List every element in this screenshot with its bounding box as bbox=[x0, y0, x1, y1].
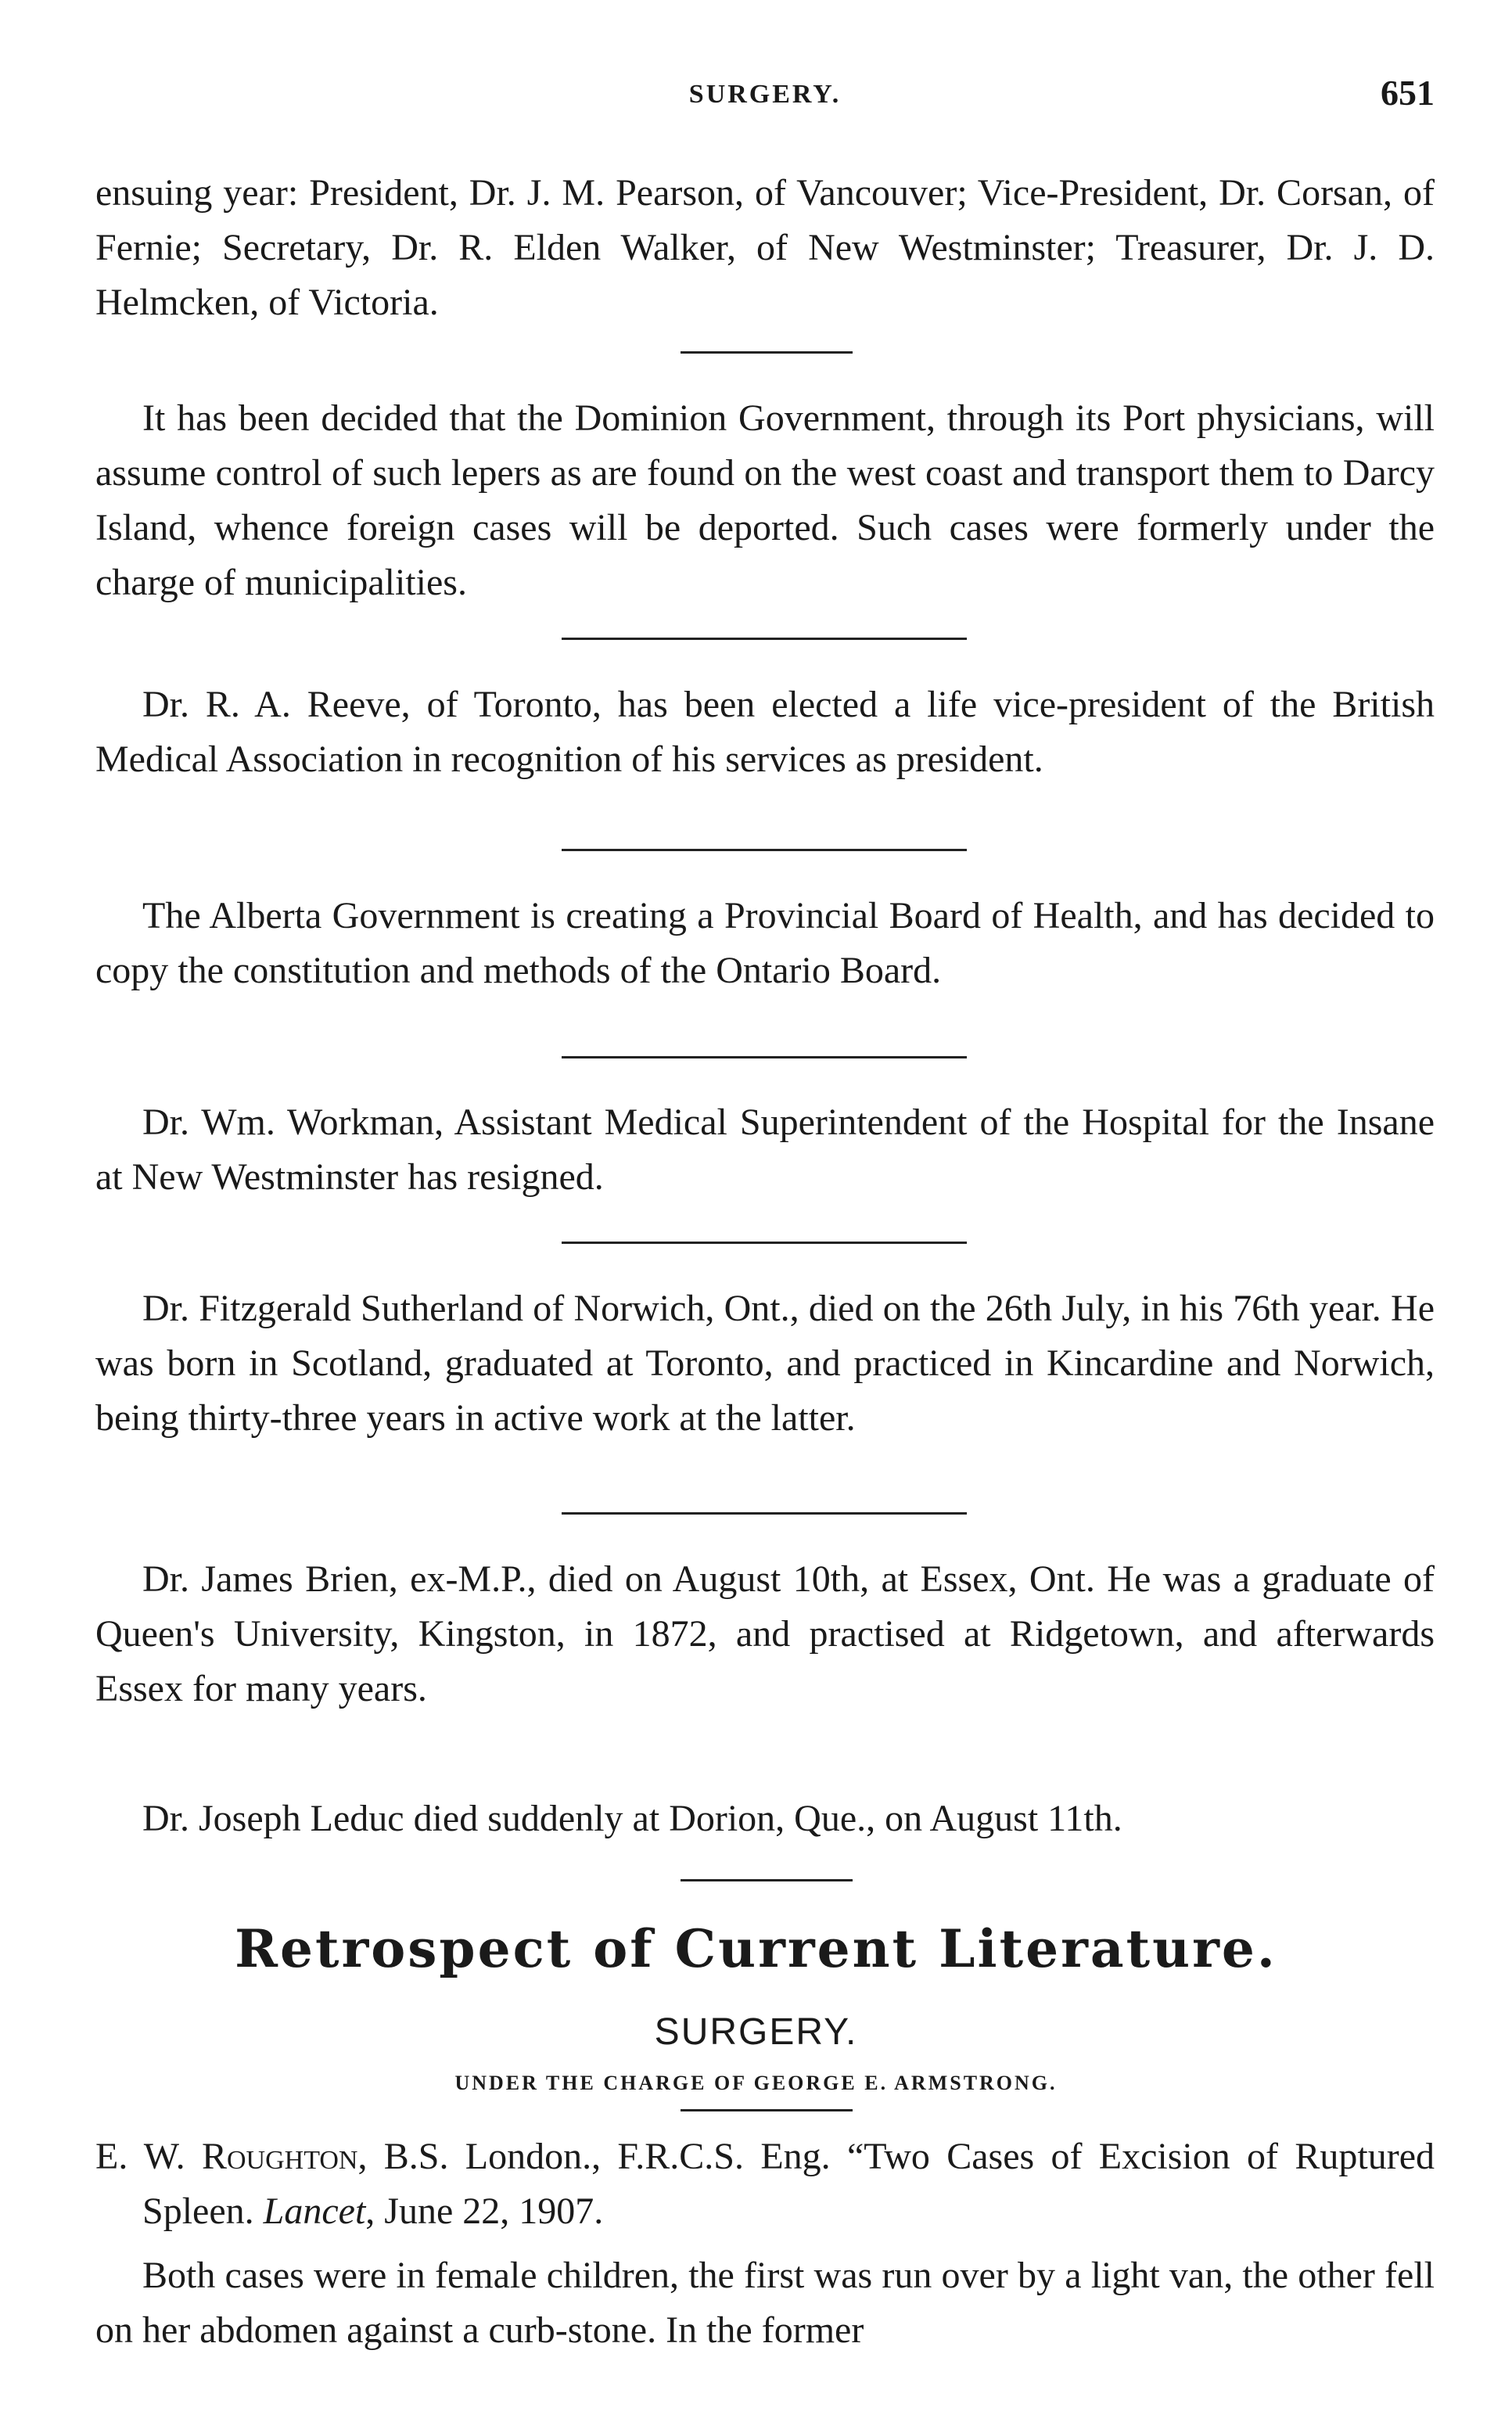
separator-rule bbox=[681, 1879, 853, 1881]
separator-rule bbox=[681, 351, 853, 354]
paragraph-reeve: Dr. R. A. Reeve, of Toronto, has been elected a life vice-president of the British Medical Association in recognition of his services as president. bbox=[95, 684, 1435, 780]
paragraph-alberta: The Alberta Government is creating a Provincial Board of Health, and has decided to copy the constitution and methods of the Ontario Board. bbox=[95, 895, 1435, 991]
paragraph-leduc: Dr. Joseph Leduc died suddenly at Dorion, Que., on August 11th. bbox=[142, 1798, 1122, 1839]
section-editor: UNDER THE CHARGE OF GEORGE E. ARMSTRONG. bbox=[454, 2072, 1058, 2094]
citation-author-initials: E. W. bbox=[95, 2136, 202, 2177]
separator-rule bbox=[562, 1512, 967, 1515]
citation-date: , June 22, 1907. bbox=[365, 2190, 604, 2232]
abstract-text: Both cases were in female children, the first was run over by a light van, the other fell on her abdomen against a curb-stone. In the former bbox=[95, 2255, 1435, 2351]
separator-rule bbox=[681, 2109, 853, 2111]
paragraph-lepers: It has been decided that the Dominion Government, through its Port physicians, will assume control of such lepers as are found on the west coast and transport them to Darcy Island, whence foreign cases will be deported. Such cases were formerly under the charge of municipalities. bbox=[95, 397, 1435, 603]
paragraph-officers: ensuing year: President, Dr. J. M. Pearson, of Vancouver; Vice-President, Dr. Corsan, of Fernie; Secretary, Dr. R. Elden Walker, of New Westminster; Treasurer, Dr. J. D. Helmcken, of Victoria. bbox=[95, 172, 1435, 323]
article-citation bbox=[95, 2129, 1435, 2239]
citation-author-surname: Roughton bbox=[201, 2136, 358, 2177]
section-subtitle: SURGERY. bbox=[654, 2011, 858, 2053]
separator-rule bbox=[562, 638, 967, 640]
paragraph-sutherland: Dr. Fitzgerald Sutherland of Norwich, Ont., died on the 26th July, in his 76th year. He was born in Scotland, graduated at Toronto, and practiced in Kincardine and Norwich, being thirty-three years in active work at the latter. bbox=[95, 1288, 1435, 1439]
page-number: 651 bbox=[1381, 73, 1435, 113]
separator-rule bbox=[562, 1242, 967, 1244]
running-title: SURGERY. bbox=[688, 80, 842, 109]
separator-rule bbox=[562, 1056, 967, 1058]
separator-rule bbox=[562, 849, 967, 851]
paragraph-workman: Dr. Wm. Workman, Assistant Medical Superintendent of the Hospital for the Insane at New Westminster has resigned. bbox=[95, 1101, 1435, 1198]
section-title: Retrospect of Current Literature. bbox=[235, 1918, 1277, 1979]
citation-journal: Lancet bbox=[263, 2190, 366, 2232]
paragraph-brien: Dr. James Brien, ex-M.P., died on August 10th, at Essex, Ont. He was a graduate of Queen's University, Kingston, in 1872, and practised at Ridgetown, and afterwards Essex for many years. bbox=[95, 1558, 1435, 1709]
running-head bbox=[95, 72, 1435, 119]
citation-details: , B.S. London., F.R.C.S. Eng. “Two Cases of Excision of Ruptured Spleen. bbox=[142, 2136, 1435, 2232]
